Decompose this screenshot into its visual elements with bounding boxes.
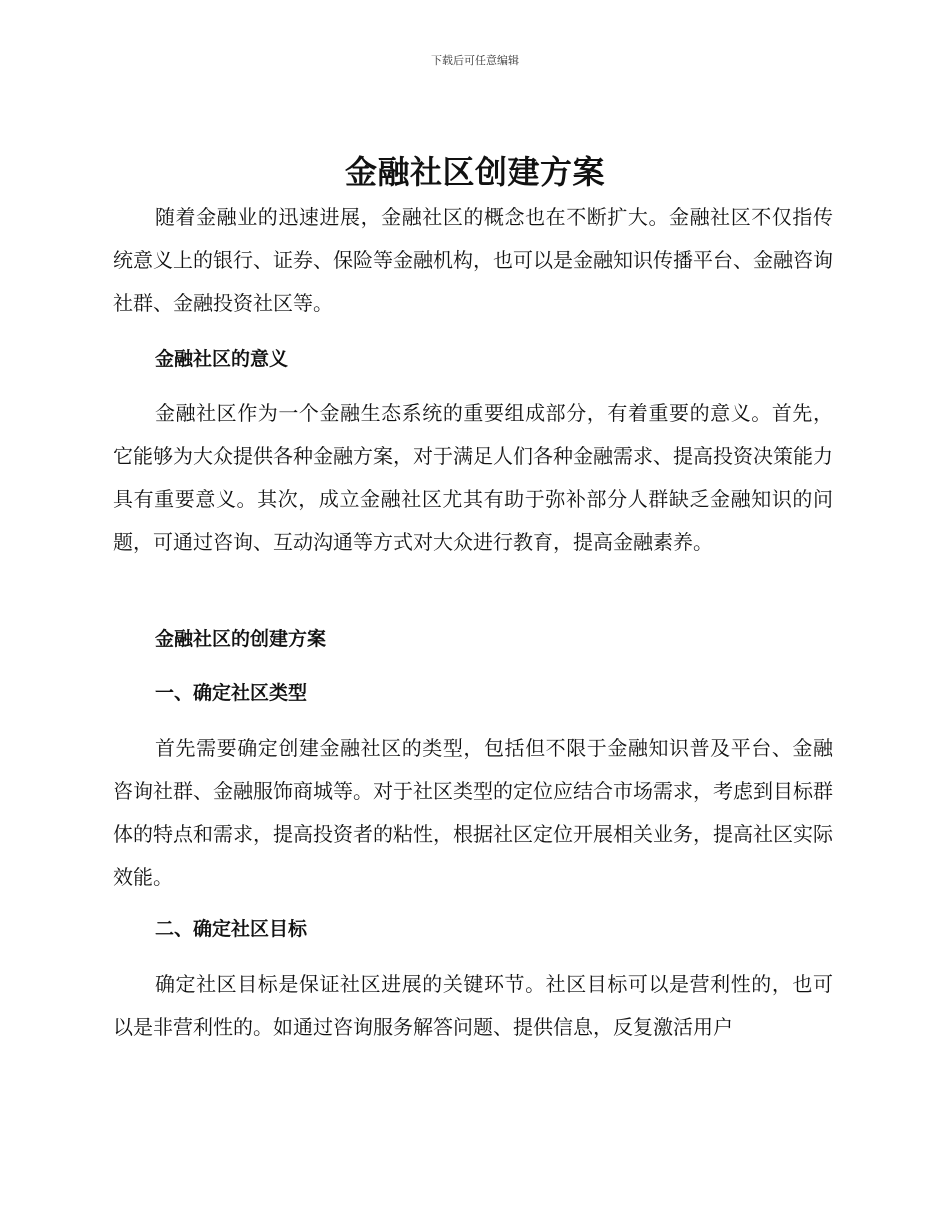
meaning-paragraph: 金融社区作为一个金融生态系统的重要组成部分，有着重要的意义。首先，它能够为大众提供各种金融方案，对于满足人们各种金融需求、提高投资决策能力具有重要意义。其次，成立金融社区尤其有助于弥补部分人群缺乏金融知识的问题，可通过咨询、互动沟通等方式对大众进行教育，提高金融素养。	[113, 401, 833, 554]
intro-paragraph: 随着金融业的迅速进展，金融社区的概念也在不断扩大。金融社区不仅指传统意义上的银行、证券、保险等金融机构，也可以是金融知识传播平台、金融咨询社群、金融投资社区等。	[113, 205, 833, 315]
step1-paragraph: 首先需要确定创建金融社区的类型，包括但不限于金融知识普及平台、金融咨询社群、金融服饰商城等。对于社区类型的定位应结合市场需求，考虑到目标群体的特点和需求，提高投资者的粘性，根据社区定位开展相关业务，提高社区实际效能。	[113, 736, 833, 889]
section-heading-meaning: 金融社区的意义	[155, 348, 289, 370]
section-heading-plan: 金融社区的创建方案	[155, 628, 327, 650]
document-title: 金融社区创建方案	[344, 153, 605, 191]
step2-paragraph: 确定社区目标是保证社区进展的关键环节。社区目标可以是营利性的，也可以是非营利性的。如通过咨询服务解答问题、提供信息，反复激活用户	[113, 972, 833, 1039]
step1-heading: 一、确定社区类型	[155, 682, 308, 704]
header-note: 下载后可任意编辑	[431, 54, 519, 67]
step2-heading: 二、确定社区目标	[155, 918, 308, 940]
